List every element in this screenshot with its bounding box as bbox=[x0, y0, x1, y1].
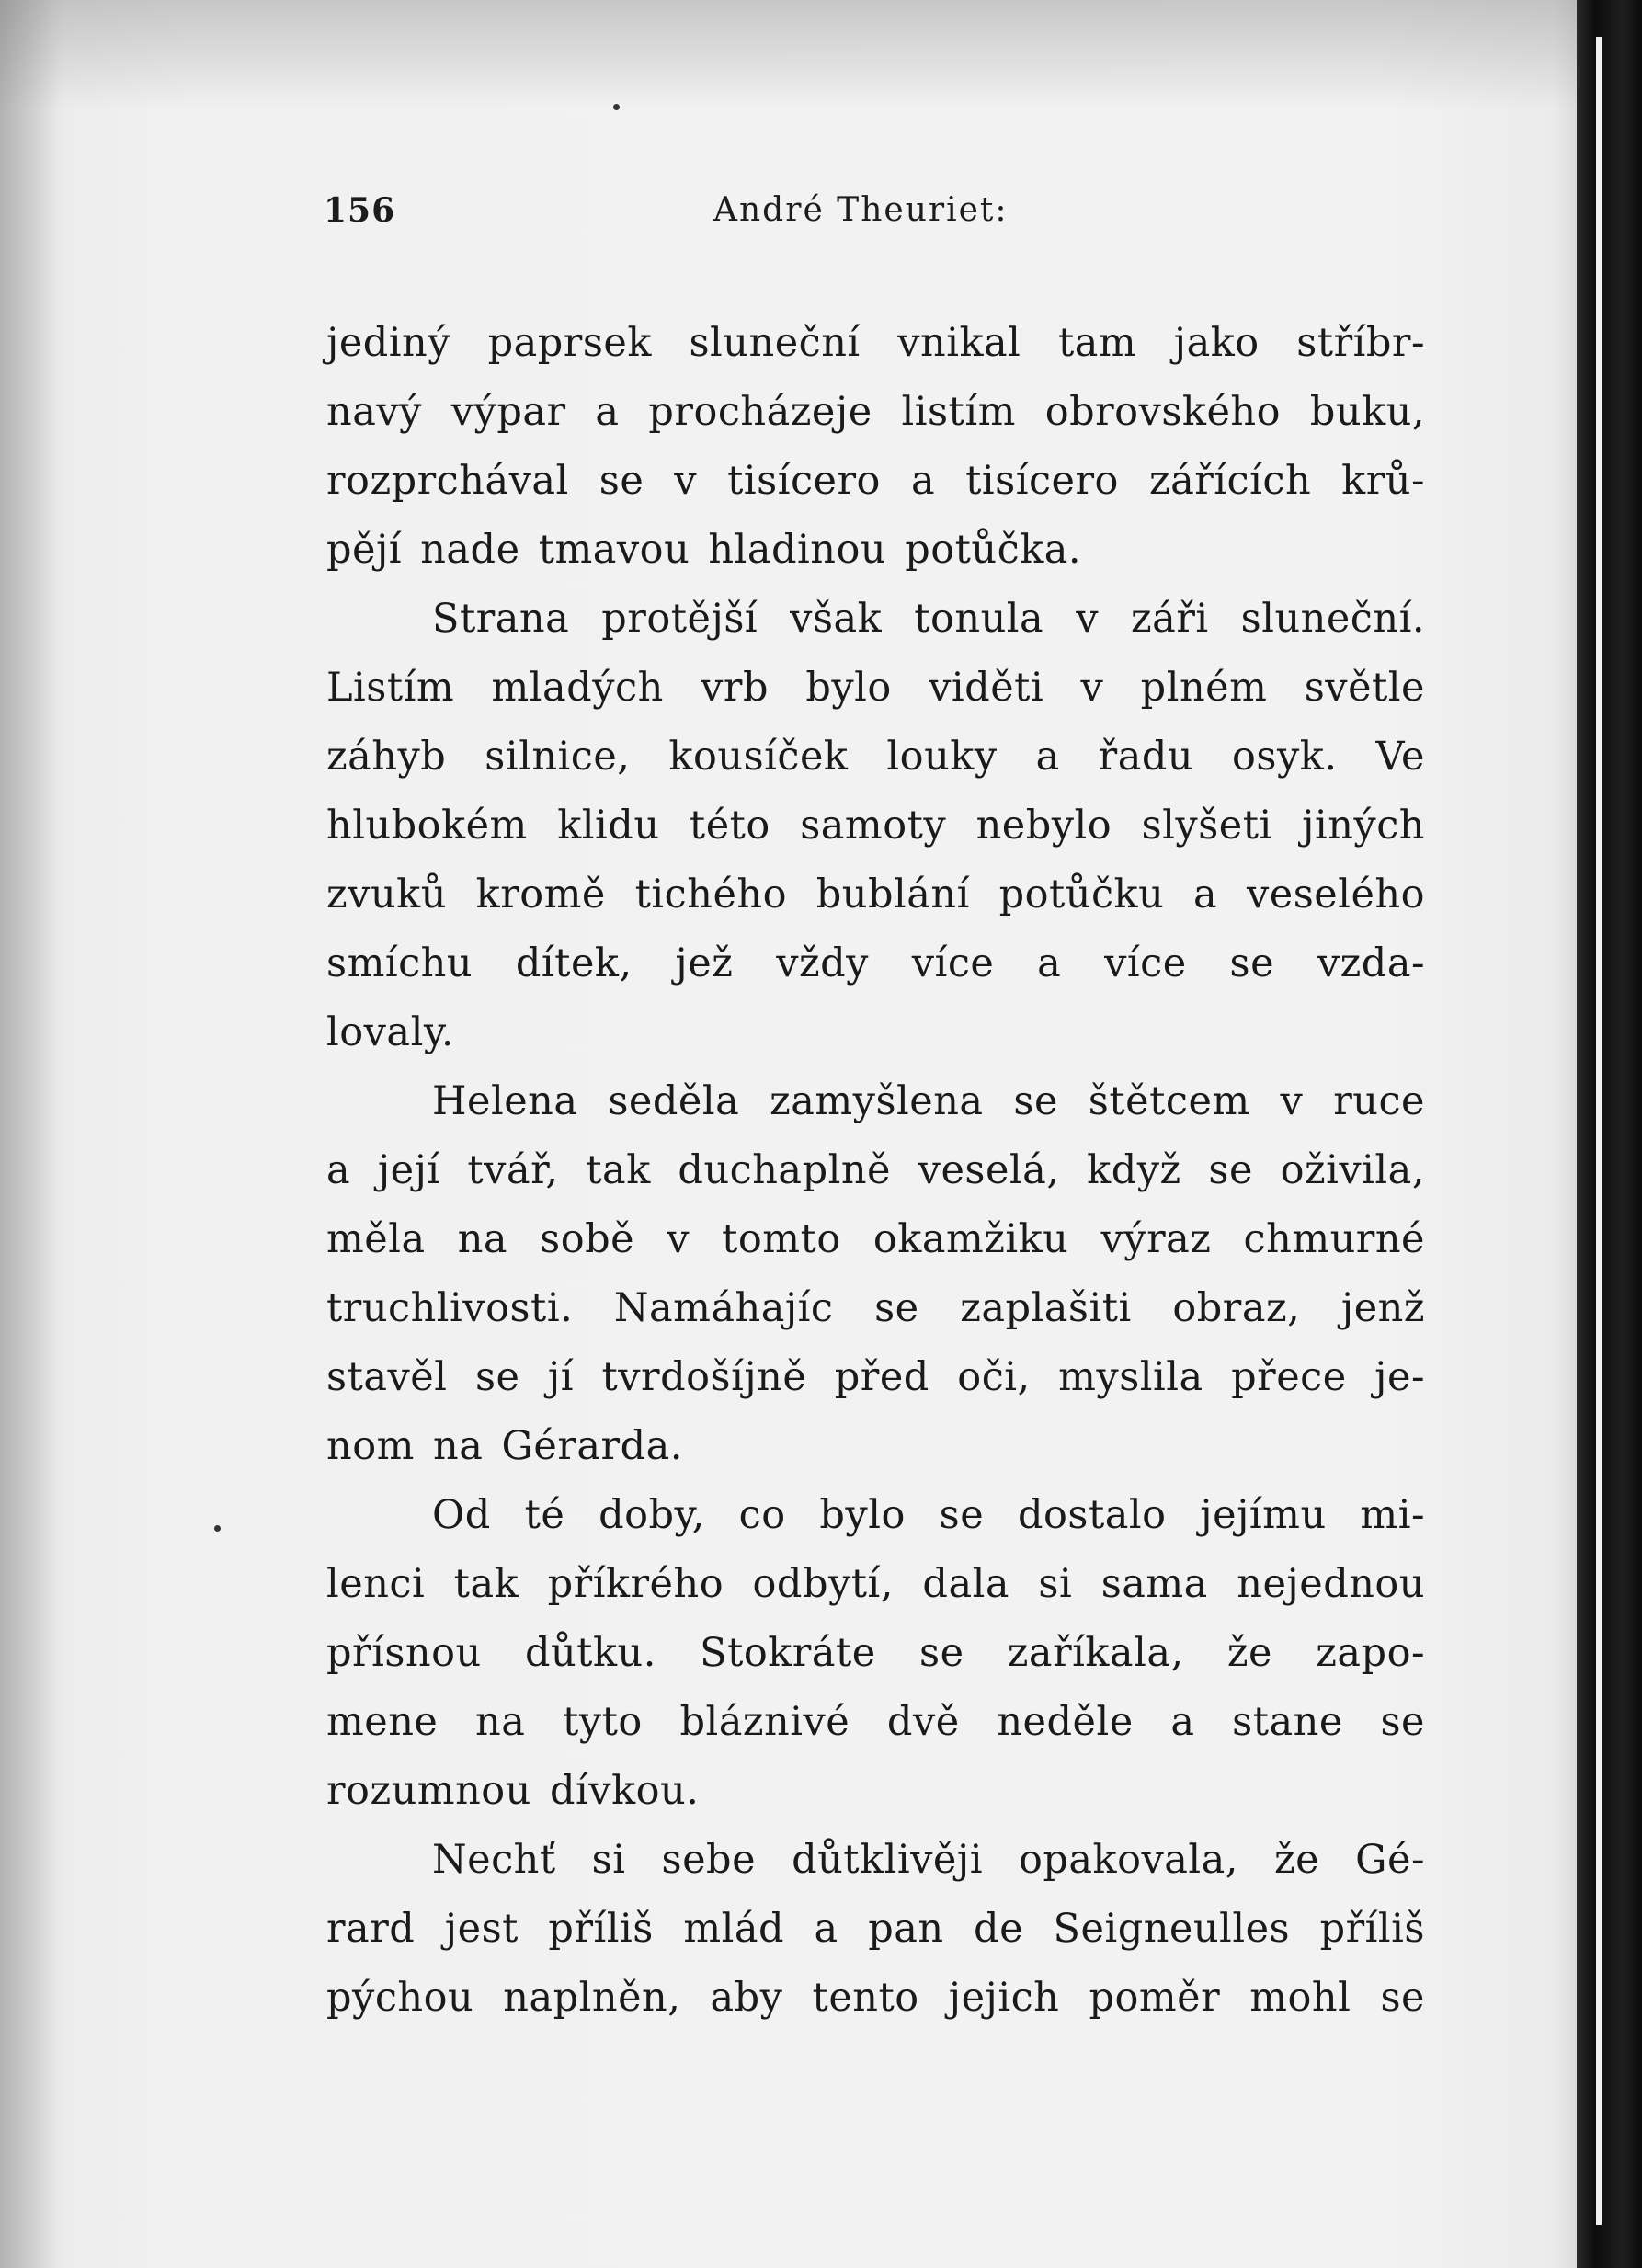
text-line: hlubokém klidu této samoty nebylo slyšeti jiných bbox=[326, 803, 1425, 849]
text-line: rozumnou dívkou. bbox=[326, 1768, 700, 1814]
text-line: Helena seděla zamyšlena se štětcem v ruce bbox=[432, 1078, 1425, 1124]
text-line: pějí nade tmavou hladinou potůčka. bbox=[326, 527, 1082, 573]
text-line: rozprchával se v tisícero a tisícero zářících krů- bbox=[326, 458, 1425, 504]
text-line: a její tvář, tak duchaplně veselá, když se oživila, bbox=[326, 1147, 1425, 1193]
text-line: navý výpar a procházeje listím obrovského buku, bbox=[326, 389, 1425, 435]
text-line: zvuků kromě tichého bublání potůčku a veselého bbox=[326, 872, 1425, 917]
running-head: André Theuriet: bbox=[713, 191, 1009, 229]
text-line: smíchu dítek, jež vždy více a více se vzda- bbox=[326, 940, 1425, 986]
book-binding-edge bbox=[1577, 0, 1642, 2268]
text-line: Nechť si sebe důtklivěji opakovala, že Gé- bbox=[432, 1837, 1425, 1883]
text-line: měla na sobě v tomto okamžiku výraz chmurné bbox=[326, 1216, 1425, 1262]
dust-speck bbox=[214, 1525, 221, 1532]
binding-highlight bbox=[1596, 37, 1602, 2225]
paper-shadow-left bbox=[0, 0, 64, 2268]
text-line: Od té doby, co bylo se dostalo jejímu mi- bbox=[432, 1492, 1425, 1538]
text-line: nom na Gérarda. bbox=[326, 1423, 683, 1469]
dust-speck bbox=[613, 104, 620, 110]
text-line: stavěl se jí tvrdošíjně před oči, myslila přece je- bbox=[326, 1354, 1425, 1400]
body-text bbox=[326, 309, 1425, 2033]
text-line: jediný paprsek sluneční vnikal tam jako stříbr- bbox=[326, 320, 1425, 366]
text-line: lenci tak příkrého odbytí, dala si sama nejednou bbox=[326, 1561, 1425, 1607]
text-line: Strana protější však tonula v záři sluneční. bbox=[432, 596, 1425, 642]
text-line: mene na tyto bláznivé dvě neděle a stane se bbox=[326, 1699, 1425, 1745]
text-line: Listím mladých vrb bylo viděti v plném světle bbox=[326, 665, 1425, 711]
page-number: 156 bbox=[324, 191, 396, 230]
text-line: pýchou naplněn, aby tento jejich poměr mohl se bbox=[326, 1975, 1425, 2021]
page-header bbox=[324, 191, 1427, 246]
text-line: záhyb silnice, kousíček louky a řadu osyk. Ve bbox=[326, 734, 1425, 780]
text-line: lovaly. bbox=[326, 1009, 455, 1055]
text-line: přísnou důtku. Stokráte se zaříkala, že zapo- bbox=[326, 1630, 1425, 1676]
text-line: truchlivosti. Namáhajíc se zaplašiti obraz, jenž bbox=[326, 1285, 1425, 1331]
paper-shadow-top bbox=[0, 0, 1577, 110]
text-line: rard jest příliš mlád a pan de Seigneulles příliš bbox=[326, 1906, 1425, 1952]
